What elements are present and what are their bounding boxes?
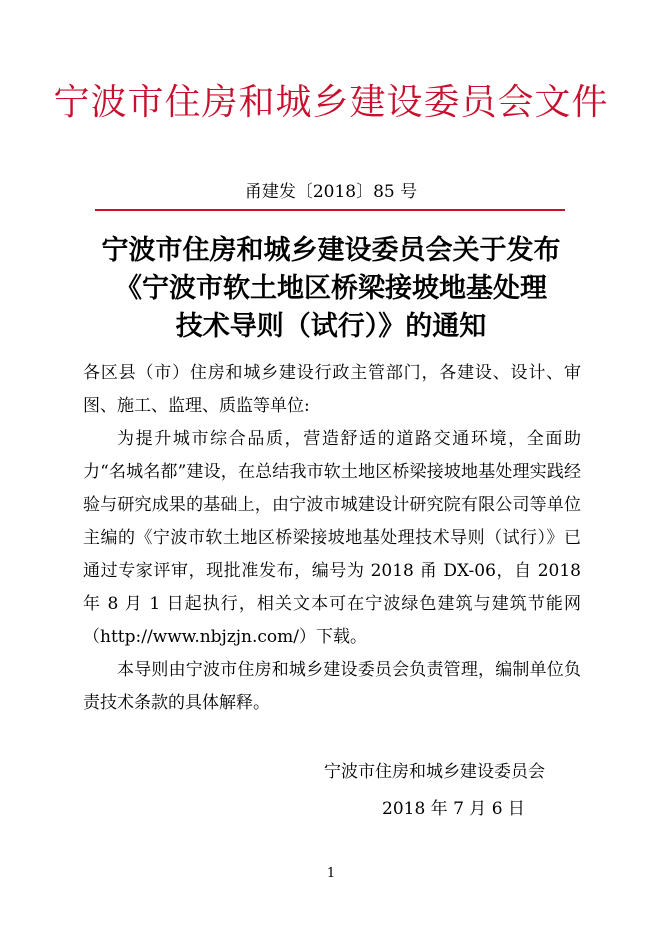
signature-date: 2018 年 7 月 6 日 <box>382 799 525 819</box>
notice-title <box>0 232 662 346</box>
notice-title-line-2: 《宁波市软土地区桥梁接坡地基处理 <box>115 273 547 304</box>
salutation: 各区县（市）住房和城乡建设行政主管部门，各建设、设计、审图、施工、监理、质监等单位: <box>83 363 581 416</box>
notice-body <box>83 357 581 720</box>
body-paragraph-1: 为提升城市综合品质，营造舒适的道路交通环境，全面助力“名城名都”建设，在总结我市软土地区桥梁接坡地基处理实践经验与研究成果的基础上，由宁波市城建设计研究院有限公司等单位主编的《宁波市软土地区桥梁接坡地基处理技术导则（试行）》已通过专家评审，现批准发布，编号为 2018 甬 DX-06，自 2018 年 8 月 1 日起执行，相关文本可在宁波绿色建筑与建筑节能网（http://www.nbjzjn.com/）下载。 <box>83 429 581 647</box>
signature-organization: 宁波市住房和城乡建设委员会 <box>324 762 545 782</box>
notice-title-line-3: 技术导则（试行）》的通知 <box>175 311 487 342</box>
notice-title-line-1: 宁波市住房和城乡建设委员会关于发布 <box>101 235 561 266</box>
body-paragraph-2: 本导则由宁波市住房和城乡建设委员会负责管理，编制单位负责技术条款的具体解释。 <box>83 660 581 713</box>
page-number: 1 <box>326 866 336 881</box>
document-number: 甬建发〔2018〕85 号 <box>244 182 418 202</box>
document-header-title: 宁波市住房和城乡建设委员会文件 <box>53 82 609 123</box>
header-divider <box>95 209 565 211</box>
